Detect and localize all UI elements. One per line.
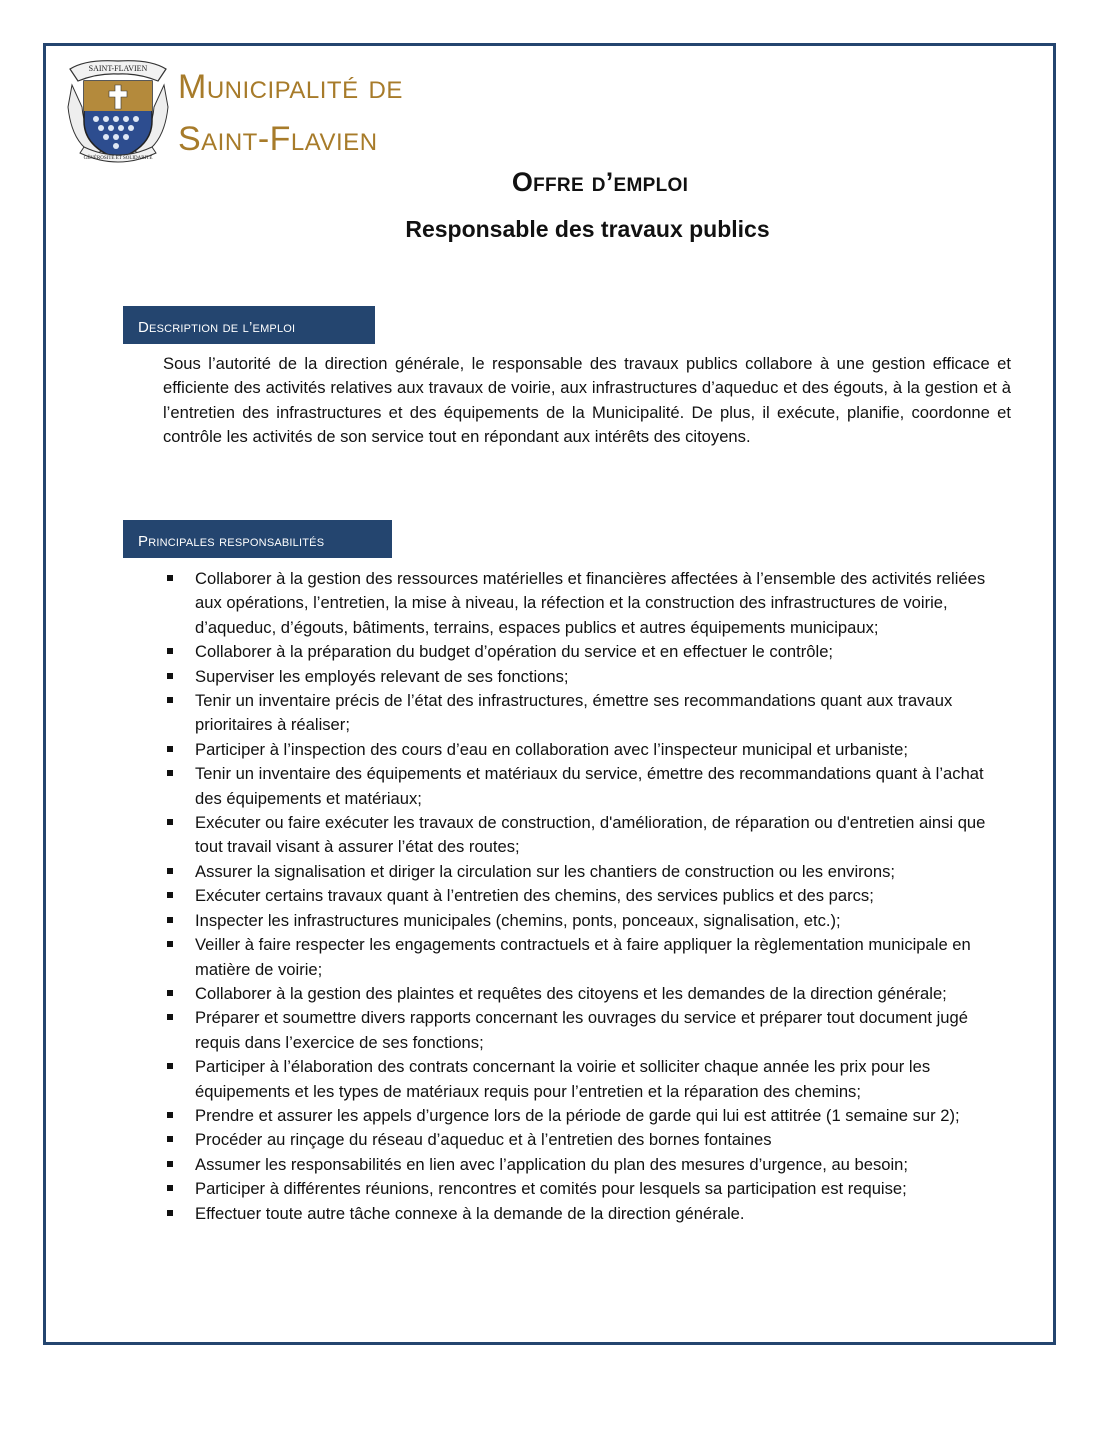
list-item-text: Assumer les responsabilités en lien avec l’application du plan des mesures d’urgence, au besoin; bbox=[195, 1154, 909, 1174]
crest-top-text: SAINT-FLAVIEN bbox=[88, 64, 148, 73]
section-heading-responsibilities: Principales responsabilités bbox=[123, 520, 392, 558]
list-item-text: Procéder au rinçage du réseau d’aqueduc et à l’entretien des bornes fontaines bbox=[195, 1130, 772, 1150]
list-item-text: Tenir un inventaire précis de l’état des infrastructures, émettre ses recommandations quant aux travaux prioritaires à réaliser; bbox=[195, 691, 953, 735]
list-item-text: Prendre et assurer les appels d’urgence lors de la période de garde qui lui est attitrée (1 semaine sur 2); bbox=[195, 1105, 960, 1125]
municipality-line-2: Saint-Flavien bbox=[178, 120, 378, 158]
bullet-icon bbox=[167, 575, 173, 581]
section-heading-description: Description de l’emploi bbox=[123, 306, 375, 344]
list-item-text: Collaborer à la gestion des plaintes et requêtes des citoyens et les demandes de la direction générale; bbox=[195, 983, 947, 1003]
list-item bbox=[163, 909, 1013, 933]
list-item bbox=[163, 1202, 1013, 1226]
bullet-icon bbox=[167, 892, 173, 898]
bullet-icon bbox=[167, 746, 173, 752]
bullet-icon bbox=[167, 990, 173, 996]
bullet-icon bbox=[167, 1063, 173, 1069]
bullet-icon bbox=[167, 697, 173, 703]
list-item bbox=[163, 1177, 1013, 1201]
list-item bbox=[163, 665, 1013, 689]
list-item bbox=[163, 640, 1013, 664]
list-item-text: Collaborer à la préparation du budget d’opération du service et en effectuer le contrôle; bbox=[195, 642, 834, 662]
list-item-text: Tenir un inventaire des équipements et matériaux du service, émettre des recommandations quant à l’achat des équipements et matériaux; bbox=[195, 764, 984, 808]
list-item bbox=[163, 567, 1013, 640]
bullet-icon bbox=[167, 1161, 173, 1167]
municipality-name bbox=[178, 70, 403, 156]
list-item-text: Préparer et soumettre divers rapports concernant les ouvrages du service et préparer tout document jugé requis dans l’exercice de ses fonctions; bbox=[195, 1008, 968, 1052]
list-item bbox=[163, 762, 1013, 811]
crest-bottom-text: GÉNÉROSITÉ ET SOLIDARITÉ bbox=[83, 156, 153, 161]
list-item bbox=[163, 738, 1013, 762]
bullet-icon bbox=[167, 673, 173, 679]
list-item bbox=[163, 933, 1013, 982]
list-item bbox=[163, 1128, 1013, 1152]
bullet-icon bbox=[167, 1014, 173, 1020]
responsibilities-list bbox=[163, 567, 1013, 1226]
bullet-icon bbox=[167, 648, 173, 654]
list-item-text: Veiller à faire respecter les engagements contractuels et à faire appliquer la règlementation municipale en matière de voirie; bbox=[195, 935, 971, 979]
list-item bbox=[163, 1006, 1013, 1055]
list-item bbox=[163, 689, 1013, 738]
list-item bbox=[163, 982, 1013, 1006]
list-item-text: Collaborer à la gestion des ressources matérielles et financières affectées à l’ensemble des activités reliées aux opérations, l’entretien, la mise à niveau, la réfection et la construction des infrastructures de voirie, d’aqueduc, d’égouts, bâtiments, terrains, espaces publics et autres équipements municipaux; bbox=[195, 569, 986, 637]
municipality-line-1: Municipalité de bbox=[178, 68, 403, 106]
municipal-crest-icon bbox=[66, 55, 170, 167]
list-item-text: Exécuter ou faire exécuter les travaux de construction, d'amélioration, de réparation ou d'entretien ainsi que tout travail visant à assurer l’état des routes; bbox=[195, 813, 986, 857]
list-item-text: Participer à l’inspection des cours d’eau en collaboration avec l’inspecteur municipal et urbaniste; bbox=[195, 739, 909, 759]
list-item bbox=[163, 1055, 1013, 1104]
list-item-text: Participer à l’élaboration des contrats concernant la voirie et solliciter chaque année les prix pour les équipements et les types de matériaux requis pour l’entretien et la réparation des chemins; bbox=[195, 1057, 931, 1101]
list-item bbox=[163, 1104, 1013, 1128]
page-subtitle: Responsable des travaux publics bbox=[405, 216, 770, 242]
page-title: Offre d’emploi bbox=[511, 167, 689, 197]
bullet-icon bbox=[167, 868, 173, 874]
list-item-text: Participer à différentes réunions, rencontres et comités pour lesquels sa participation est requise; bbox=[195, 1179, 907, 1199]
list-item bbox=[163, 811, 1013, 860]
list-item bbox=[163, 884, 1013, 908]
bullet-icon bbox=[167, 770, 173, 776]
bullet-icon bbox=[167, 1136, 173, 1142]
bullet-icon bbox=[167, 917, 173, 923]
list-item-text: Superviser les employés relevant de ses fonctions; bbox=[195, 666, 569, 686]
bullet-icon bbox=[167, 819, 173, 825]
list-item-text: Inspecter les infrastructures municipales (chemins, ponts, ponceaux, signalisation, etc.); bbox=[195, 910, 841, 930]
list-item bbox=[163, 860, 1013, 884]
description-text: Sous l’autorité de la direction générale, le responsable des travaux publics collabore à une gestion efficace et efficiente des activités relatives aux travaux de voirie, aux infrastructures d’aqueduc et des égouts, à la gestion et à l’entretien des infrastructures et des équipements de la Municipalité. De plus, il exécute, planifie, coordonne et contrôle les activités de son service tout en répondant aux intérêts des citoyens. bbox=[163, 354, 1011, 447]
bullet-icon bbox=[167, 1185, 173, 1191]
list-item bbox=[163, 1153, 1013, 1177]
list-item-text: Effectuer toute autre tâche connexe à la demande de la direction générale. bbox=[195, 1203, 745, 1223]
bullet-icon bbox=[167, 941, 173, 947]
bullet-icon bbox=[167, 1210, 173, 1216]
list-item-text: Assurer la signalisation et diriger la circulation sur les chantiers de construction ou les environs; bbox=[195, 861, 896, 881]
bullet-icon bbox=[167, 1112, 173, 1118]
list-item-text: Exécuter certains travaux quant à l’entretien des chemins, des services publics et des parcs; bbox=[195, 886, 874, 906]
